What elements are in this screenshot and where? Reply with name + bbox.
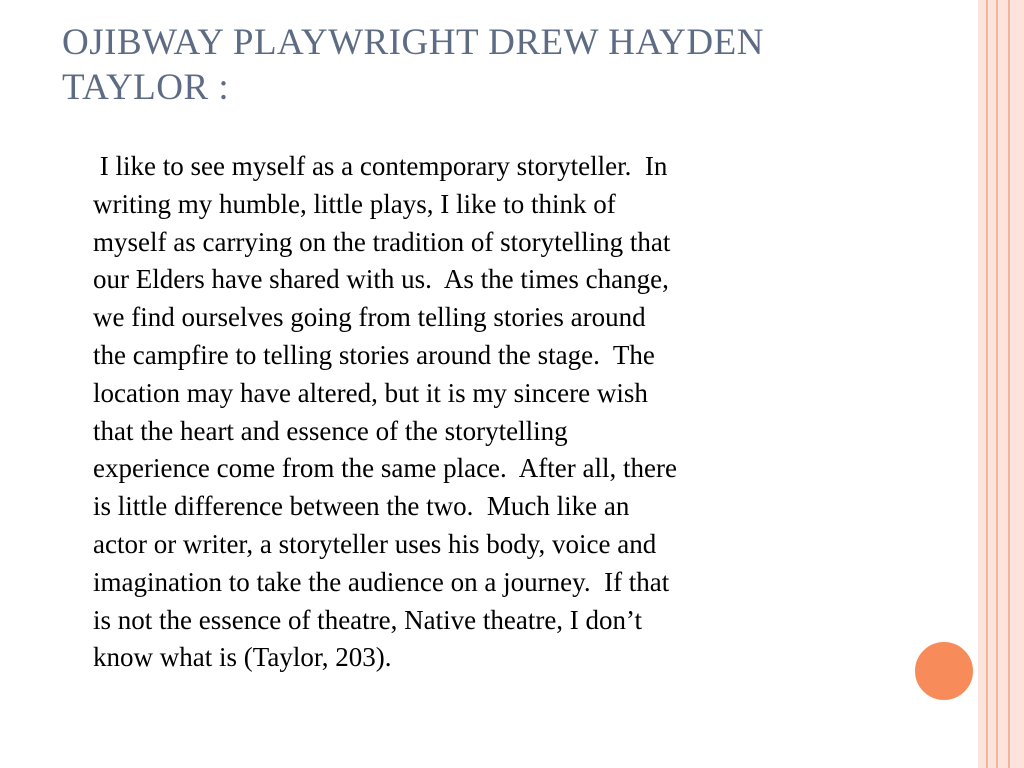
quote-line: know what is (Taylor, 203). [93, 642, 392, 673]
decorative-stripe [978, 0, 986, 768]
quote-line: the campfire to telling stories around the stage. The [93, 339, 655, 370]
decorative-circle-icon [913, 640, 975, 702]
quote-line: writing my humble, little plays, I like to think of [93, 188, 616, 219]
title-line: TAYLOR : [62, 67, 230, 108]
quote-line: actor or writer, a storyteller uses his body, voice and [93, 528, 657, 559]
quote-line: is little difference between the two. Much like an [93, 491, 630, 522]
quote-line: location may have altered, but it is my sincere wish [93, 377, 648, 408]
quote-line: experience come from the same place. After all, there [93, 453, 677, 484]
quote-body [93, 148, 893, 677]
quote-line: we find ourselves going from telling stories around [93, 302, 646, 333]
quote-line: our Elders have shared with us. As the times change, [93, 264, 669, 295]
slide-title [62, 20, 942, 110]
decorative-stripe [1010, 0, 1024, 768]
quote-line: I like to see myself as a contemporary storyteller. In [93, 151, 668, 181]
decorative-stripe [998, 0, 1008, 768]
quote-line: myself as carrying on the tradition of storytelling that [93, 226, 671, 257]
quote-line: is not the essence of theatre, Native theatre, I don’t [93, 604, 643, 635]
quote-line: imagination to take the audience on a journey. If that [93, 566, 670, 597]
title-line: OJIBWAY PLAYWRIGHT DREW HAYDEN [62, 22, 764, 63]
decorative-stripe [988, 0, 996, 768]
quote-line: that the heart and essence of the storytelling [93, 415, 568, 446]
